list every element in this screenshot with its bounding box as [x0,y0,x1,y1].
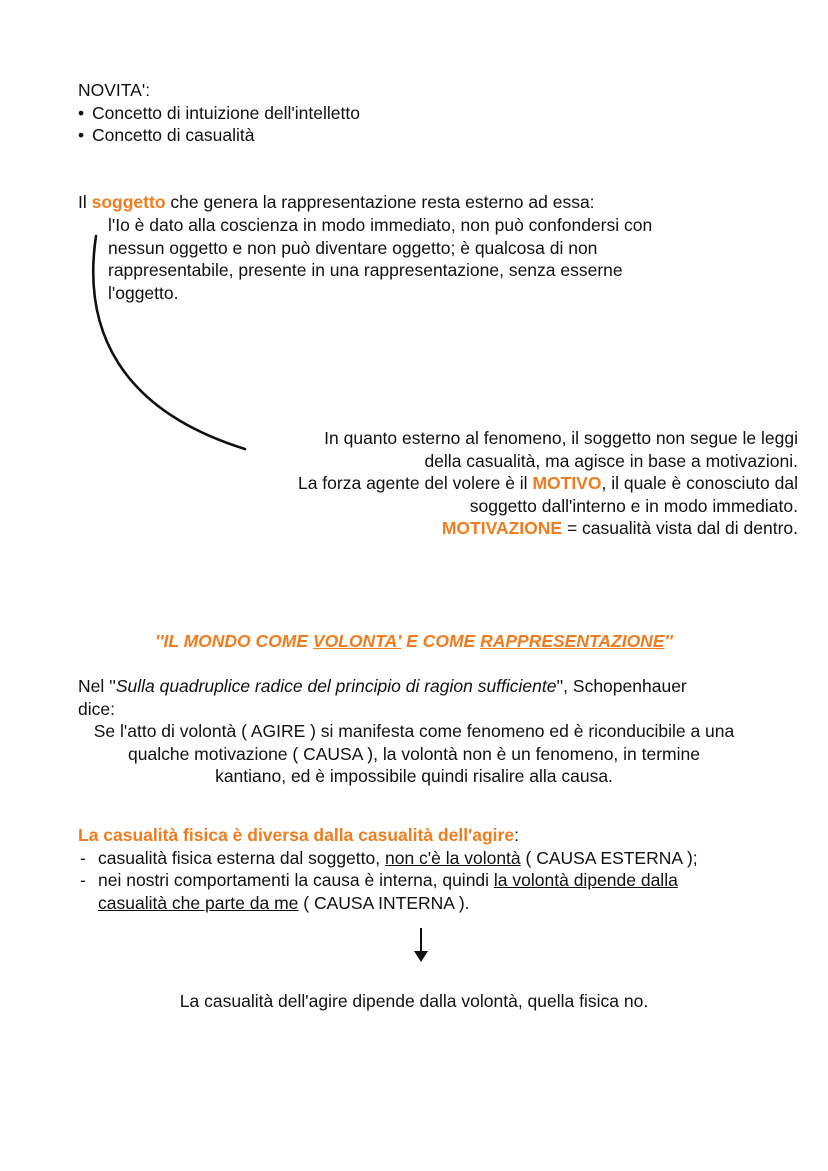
list-item: • Concetto di casualità [78,124,360,147]
motivo-keyword: MOTIVO [532,473,602,493]
novita-section [78,79,360,147]
line-text: = casualità vista dal di dentro. [562,518,798,538]
item-text: ( CAUSA INTERNA ). [298,892,470,913]
item-text: nei nostri comportamenti la causa è interna, quindi [98,870,494,890]
text-line: nessun oggetto e non può diventare oggetto; è qualcosa di non [108,237,598,258]
text-line: kantiano, ed è impossibile quindi risalire alla causa. [215,766,613,786]
line-text: La forza agente del volere è il [297,473,533,493]
text-line: della casualità, ma agisce in base a motivazioni. [424,450,798,471]
line-text: Nel '' [78,676,116,696]
list-item [78,869,698,914]
heading-text: E COME [401,631,481,651]
text-line [298,472,798,495]
casualita-list [78,847,698,915]
nel-quote [70,720,758,788]
casualita-title-line [78,824,698,847]
nel-paragraph [78,675,687,720]
motivazione-keyword: MOTIVAZIONE [441,518,563,538]
intro-text: Il [78,192,92,212]
text-line [78,675,687,698]
text-line: Se l'atto di volontà ( AGIRE ) si manifesta come fenomeno ed è riconducibile a una [93,721,735,741]
list-item [78,847,698,870]
item-underlined: non c'è la volontà [384,847,521,868]
text-line: In quanto esterno al fenomeno, il soggetto non segue le leggi [324,428,798,448]
text-line: dice: [78,698,115,719]
item-text: ( CAUSA ESTERNA ); [520,847,698,868]
text-line: l'oggetto. [108,282,179,303]
heading-volonta: VOLONTA' [312,631,402,651]
text-line: l'Io è dato alla coscienza in modo immediato, non può confondersi con [108,215,653,235]
text-line: rappresentabile, presente in una rappresentazione, senza esserne [108,260,623,280]
casualita-section [78,824,698,914]
soggetto-intro [78,191,595,214]
list-item: • Concetto di intuizione dell'intelletto [78,102,360,125]
soggetto-keyword: soggetto [91,192,166,212]
heading-text: '' [664,631,673,651]
text-line [298,517,798,540]
heading-text: ''IL MONDO COME [155,631,313,651]
text-line: soggetto dall'interno e in modo immediato. [469,495,798,516]
soggetto-description [108,214,652,304]
text-line: qualche motivazione ( CAUSA ), la volontà non è un fenomeno, in termine [128,743,700,764]
down-arrow-head [414,951,428,962]
casualita-title: La casualità fisica è diversa dalla casualità dell'agire [78,825,515,845]
intro-text: che genera la rappresentazione resta esterno ad essa: [165,192,595,212]
item-underlined: casualità che parte da me [98,892,299,913]
item-underlined: la volontà dipende dalla [493,870,678,890]
line-text: '', Schopenhauer [556,676,687,696]
item-text: casualità fisica esterna dal soggetto, [98,847,385,868]
novita-list [78,102,360,147]
line-text: , il quale è conosciuto dal [601,473,798,493]
book-title: Sulla quadruplice radice del principio di ragion sufficiente [115,676,557,696]
section-heading [0,630,828,653]
conclusion: La casualità dell'agire dipende dalla volontà, quella fisica no. [179,991,649,1011]
heading-rappresentazione: RAPPRESENTAZIONE [480,631,665,651]
title-colon: : [514,825,519,845]
novita-title: NOVITA': [78,80,151,100]
esterno-section [298,427,798,540]
